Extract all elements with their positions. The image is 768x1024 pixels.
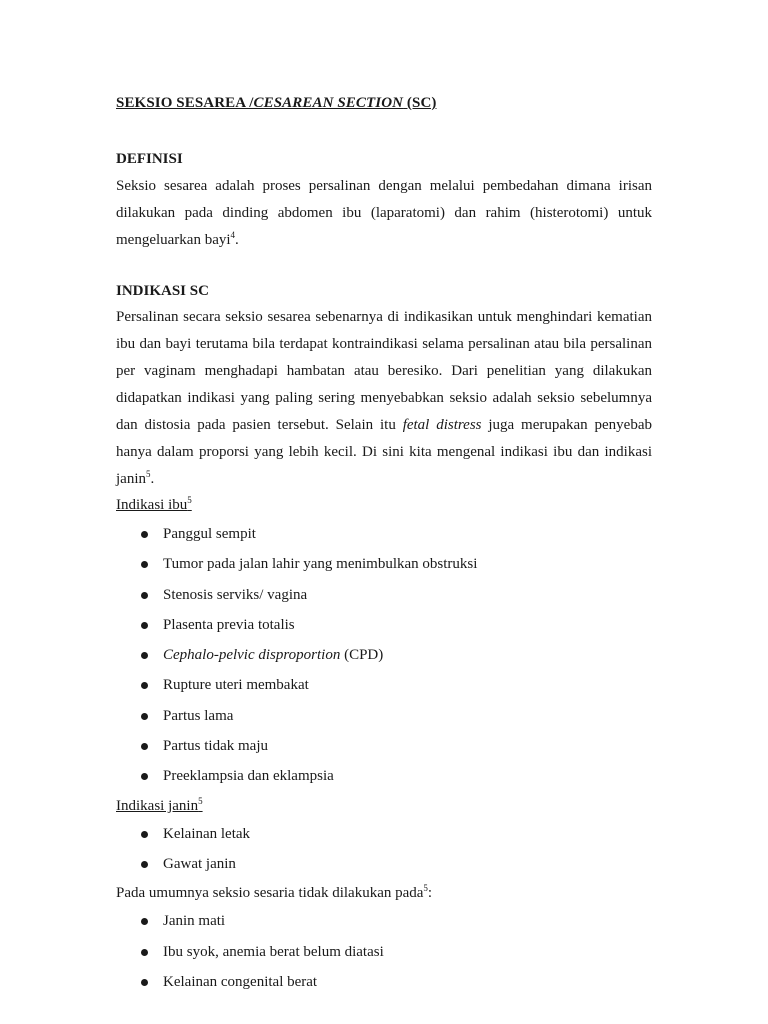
list-item xyxy=(116,610,652,640)
list-item-text: Panggul sempit xyxy=(163,526,256,542)
bullet-icon xyxy=(141,773,148,780)
list-item xyxy=(116,519,652,549)
indikasi-janin-ref: 5 xyxy=(198,795,203,806)
list-item xyxy=(116,670,652,700)
list-item xyxy=(116,937,652,967)
definisi-ref: 4 xyxy=(230,230,236,240)
bullet-icon xyxy=(141,713,148,720)
indikasi-text-1: Persalinan secara seksio sesarea sebenarnya di indikasikan untuk menghindari kematian ibu dan bayi terutama bila terdapat kontraindikasi selama persalinan atau bila persalinan per vaginam menghadapi hambatan atau beresiko. Dari penelitian yang dilakukan didapatkan indikasi yang paling sering menyebabkan seksio adalah seksio sebelumnya dan distosia pada pasien tersebut. Selain itu xyxy=(116,309,652,433)
definisi-paragraph xyxy=(116,173,652,254)
spacer xyxy=(116,254,652,280)
bullet-icon xyxy=(141,949,148,956)
list-item-text: Partus tidak maju xyxy=(163,738,268,755)
document-body xyxy=(116,92,652,997)
indikasi-text-2: juga merupakan penyebab hanya dalam proporsi yang lebih kecil. Di sini kita mengenal indikasi ibu dan indikasi janin xyxy=(116,417,652,487)
kontraindikasi-end: : xyxy=(427,885,433,902)
spacer xyxy=(116,114,652,148)
indikasi-ibu-list xyxy=(116,519,652,792)
list-item-text: Kelainan letak xyxy=(163,825,251,842)
indikasi-end: . xyxy=(150,471,155,487)
bullet-icon xyxy=(141,918,148,925)
bullet-icon xyxy=(141,682,148,689)
list-item xyxy=(116,819,652,849)
list-item xyxy=(116,967,652,997)
bullet-icon xyxy=(141,622,148,629)
list-item-text: Gawat janin xyxy=(163,855,236,872)
section-heading-definisi: DEFINISI xyxy=(116,151,183,167)
list-item-text: Partus lama xyxy=(163,707,234,724)
bullet-icon xyxy=(141,592,148,599)
indikasi-ibu-ref: 5 xyxy=(187,495,192,505)
list-item xyxy=(116,701,652,731)
definisi-text: Seksio sesarea adalah proses persalinan dengan melalui pembedahan dimana irisan dilakukan pada dinding abdomen ibu (laparatomi) dan rahim (histerotomi) untuk mengeluarkan bayi xyxy=(116,178,652,248)
list-item-italic: Cephalo-pelvic disproportion xyxy=(163,647,341,664)
list-item xyxy=(116,761,652,791)
list-item-text: Preeklampsia dan eklampsia xyxy=(163,768,334,785)
bullet-icon xyxy=(141,652,148,659)
kontraindikasi-label-text: Pada umumnya seksio sesaria tidak dilakukan pada xyxy=(116,885,424,902)
list-item xyxy=(116,549,652,579)
bullet-icon xyxy=(141,979,148,986)
list-item xyxy=(116,906,652,936)
list-item xyxy=(116,640,652,670)
list-item-text: Plasenta previa totalis xyxy=(163,616,295,633)
list-item-text: Rupture uteri membakat xyxy=(163,677,309,694)
kontraindikasi-ref: 5 xyxy=(423,883,428,894)
indikasi-janin-list xyxy=(116,819,652,880)
indikasi-text-italic: fetal distress xyxy=(402,417,482,433)
title-prefix: SEKSIO SESAREA / xyxy=(116,95,254,111)
list-item xyxy=(116,849,652,879)
kontraindikasi-list xyxy=(116,906,652,997)
title-suffix: (SC) xyxy=(403,95,437,111)
indikasi-janin-label xyxy=(116,794,652,818)
document-title xyxy=(116,92,652,114)
list-item-text: Tumor pada jalan lahir yang menimbulkan obstruksi xyxy=(163,556,478,573)
list-item-text: Janin mati xyxy=(163,913,226,930)
title-italic: CESAREAN SECTION xyxy=(253,95,404,111)
bullet-icon xyxy=(141,861,148,868)
bullet-icon xyxy=(141,831,148,838)
bullet-icon xyxy=(141,743,148,750)
definisi-end: . xyxy=(235,232,239,248)
list-item-text: Ibu syok, anemia berat belum diatasi xyxy=(163,943,384,960)
section-heading-indikasi: INDIKASI SC xyxy=(116,283,209,299)
bullet-icon xyxy=(141,531,148,538)
indikasi-ibu-label xyxy=(116,493,652,517)
list-item-text: Kelainan congenital berat xyxy=(163,973,318,990)
list-item xyxy=(116,731,652,761)
indikasi-ref: 5 xyxy=(146,469,151,479)
bullet-icon xyxy=(141,561,148,568)
list-item xyxy=(116,580,652,610)
indikasi-paragraph xyxy=(116,304,652,493)
indikasi-janin-label-text: Indikasi janin xyxy=(116,797,199,814)
list-item-text: (CPD) xyxy=(340,647,384,664)
indikasi-ibu-label-text: Indikasi ibu xyxy=(116,497,188,513)
kontraindikasi-label xyxy=(116,881,652,905)
list-item-text: Stenosis serviks/ vagina xyxy=(163,586,308,603)
